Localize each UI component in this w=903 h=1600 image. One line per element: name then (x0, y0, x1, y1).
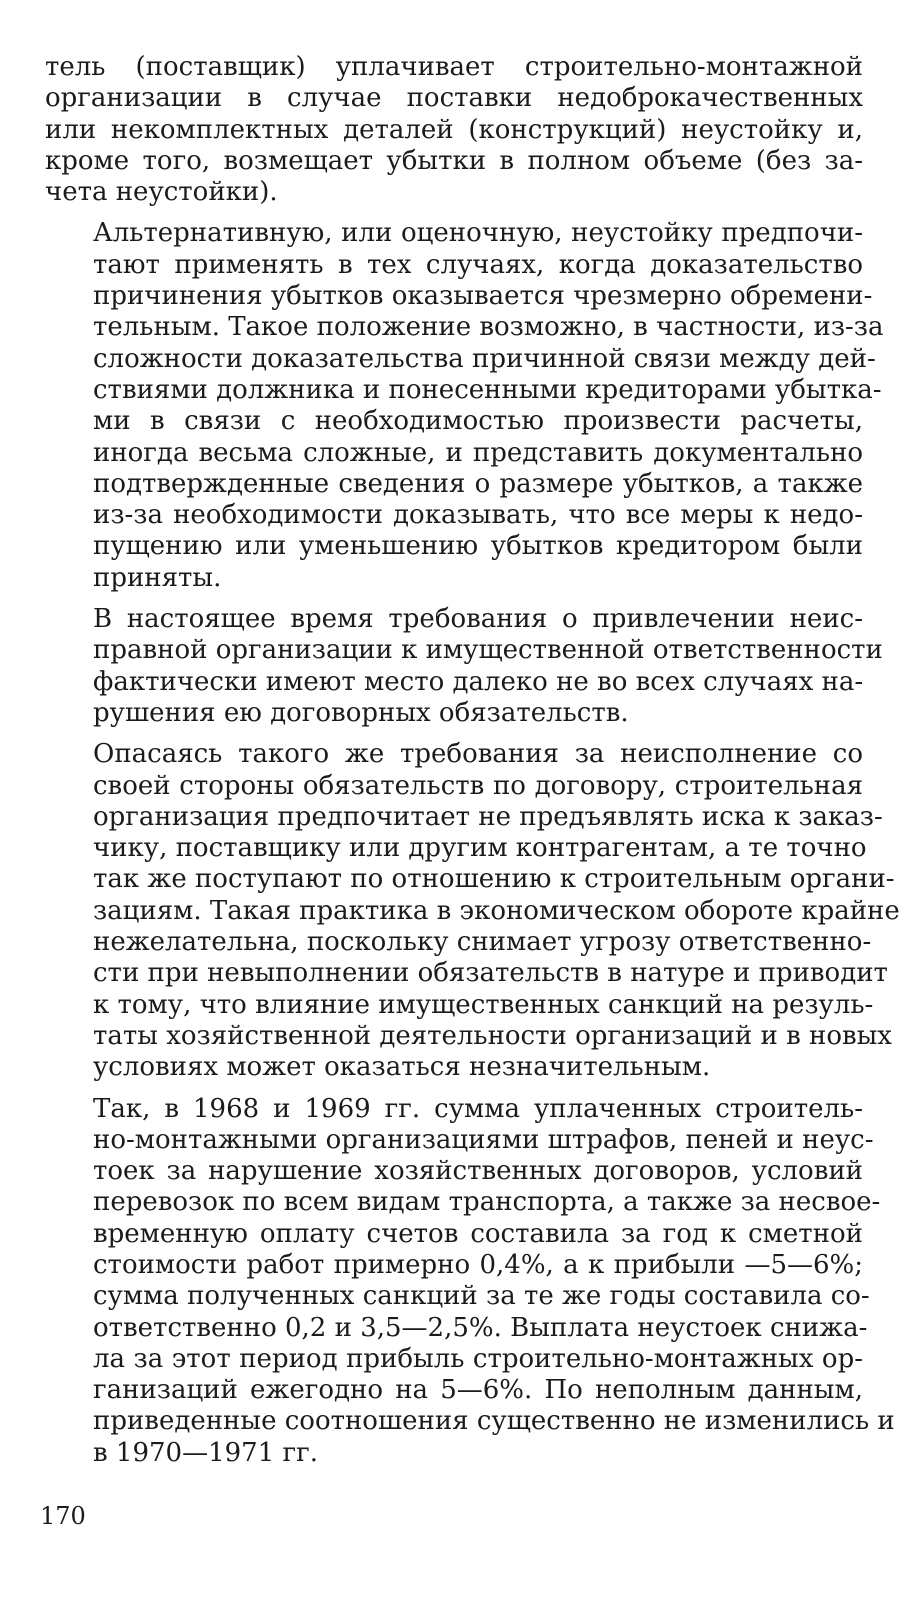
paragraph-3 (45, 604, 883, 729)
text-line: тоек за нарушение хозяйственных договоров, условий (93, 1156, 863, 1187)
text-line: кроме того, возмещает убытки в полном объеме (без за- (45, 145, 863, 176)
text-line: пущению или уменьшению убытков кредитором были (93, 531, 863, 562)
text-line: чета неустойки). (45, 177, 278, 208)
text-line: чику, поставщику или другим контрагентам, а те точно (93, 833, 867, 864)
text-line: ответственно 0,2 и 3,5—2,5%. Выплата неустоек снижа- (93, 1312, 868, 1343)
paragraph-5 (45, 1093, 895, 1470)
text-line: приняты. (93, 562, 222, 593)
text-line: ми в связи с необходимостью произвести расчеты, (93, 406, 863, 437)
text-line: временную оплату счетов составила за год к сметной (93, 1218, 863, 1249)
text-line: правной организации к имущественной ответственности (93, 635, 883, 666)
text-line: сумма полученных санкций за те же годы составила со- (93, 1281, 870, 1312)
text-line: причинения убытков оказывается чрезмерно обремени- (93, 281, 873, 312)
text-line: или некомплектных деталей (конструкций) неустойку и, (45, 114, 863, 145)
text-line: к тому, что влияние имущественных санкций на резуль- (93, 989, 874, 1020)
text-line: таты хозяйственной деятельности организаций и в новых (93, 1020, 892, 1051)
text-line: своей стороны обязательств по договору, строительная (93, 770, 863, 801)
text-line: из-за необходимости доказывать, что все меры к недо- (93, 500, 863, 531)
text-line: фактически имеют место далеко не во всех случаях на- (93, 666, 864, 697)
text-line: подтвержденные сведения о размере убытков, а также (93, 468, 863, 499)
text-line: но-монтажными организациями штрафов, пеней и неус- (93, 1124, 874, 1155)
text-line: рушения ею договорных обязательств. (93, 697, 629, 728)
text-line: ла за этот период прибыль строительно-монтажных ор- (93, 1343, 863, 1374)
text-line: тель (поставщик) уплачивает строительно-монтажной (45, 52, 863, 82)
text-line: ствиями должника и понесенными кредиторами убытка- (93, 374, 882, 405)
text-line: Так, в 1968 и 1969 гг. сумма уплаченных строитель- (93, 1093, 863, 1124)
text-line: сти при невыполнении обязательств в натуре и приводит (93, 958, 888, 989)
text-line: зациям. Такая практика в экономическом обороте крайне (93, 895, 900, 926)
text-line: приведенные соотношения существенно не изменились и (93, 1406, 895, 1437)
text-line: стоимости работ примерно 0,4%, а к прибыли —5—6%; (93, 1249, 863, 1280)
text-line: организация предпочитает не предъявлять иска к заказ- (93, 801, 883, 832)
text-line: условиях может оказаться незначительным. (93, 1052, 711, 1083)
text-line: иногда весьма сложные, и представить документально (93, 437, 863, 468)
paragraph-2 (45, 218, 884, 594)
text-line: так же поступают по отношению к строительным органи- (93, 864, 895, 895)
text-line: тельным. Такое положение возможно, в частности, из-за (93, 312, 884, 343)
text-line: Альтернативную, или оценочную, неустойку предпочи- (93, 218, 863, 249)
text-line: сложности доказательства причинной связи между дей- (93, 343, 876, 374)
text-line: перевозок по всем видам транспорта, а также за несвое- (93, 1187, 881, 1218)
text-line: Опасаясь такого же требования за неисполнение со (93, 739, 863, 770)
page-number: 170 (40, 1502, 86, 1530)
text-line: в 1970—1971 гг. (93, 1437, 319, 1468)
paragraph-4 (45, 739, 900, 1083)
text-line: тают применять в тех случаях, когда доказательство (93, 249, 863, 280)
text-line: ганизаций ежегодно на 5—6%. По неполным данным, (93, 1375, 863, 1406)
document-page (45, 52, 900, 1469)
text-line: организации в случае поставки недоброкачественных (45, 83, 863, 114)
text-line: В настоящее время требования о привлечении неис- (93, 604, 863, 635)
paragraph-1 (45, 52, 863, 208)
text-line: нежелательна, поскольку снимает угрозу ответственно- (93, 927, 872, 958)
